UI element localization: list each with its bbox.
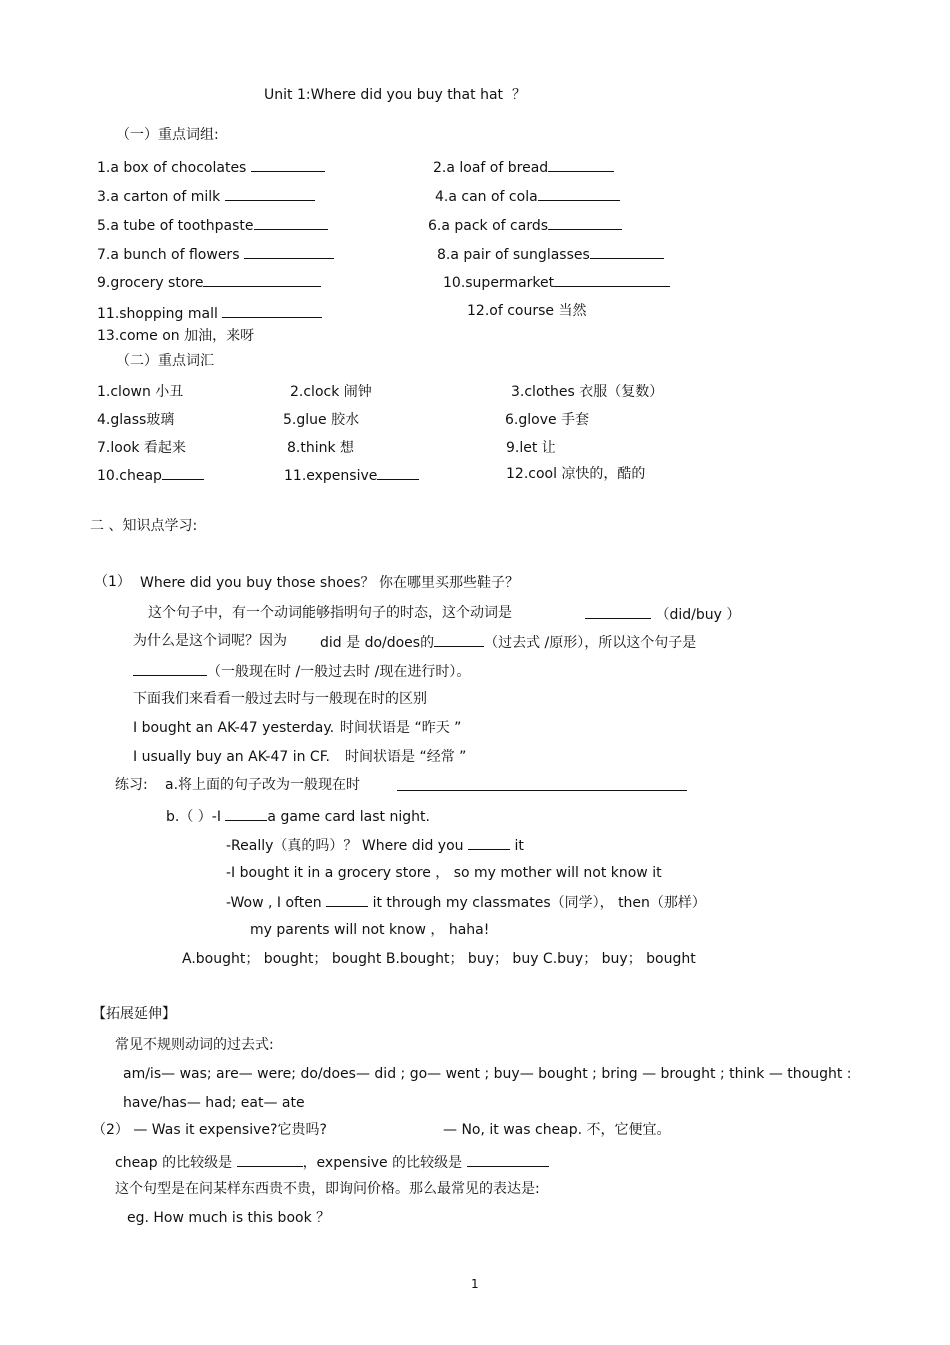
- practice-item: a.将上面的句子改为一般现在时: [165, 777, 361, 793]
- vocab-item: 7.look 看起来: [97, 440, 186, 456]
- phrase-item: 5.a tube of toothpaste: [97, 215, 328, 235]
- vocab-item: 6.glove 手套: [505, 412, 590, 428]
- explanation-line: 下面我们来看看一般过去时与一般现在时的区别: [133, 691, 427, 707]
- example-sentence: I usually buy an AK-47 in CF.: [133, 749, 330, 765]
- phrase-item: 13.come on 加油，来呀: [97, 328, 255, 344]
- vocab-item: 4.glass玻璃: [97, 412, 175, 428]
- explanation-line: 为什么是这个词呢？因为: [133, 633, 287, 649]
- knowledge-heading: 二 、知识点学习:: [90, 518, 198, 534]
- extension-subheading: 常见不规则动词的过去式:: [115, 1037, 274, 1053]
- section-heading-vocabulary: （二）重点词汇: [116, 353, 214, 369]
- irregular-verbs-line: have/has— had; eat— ate: [123, 1095, 305, 1111]
- vocab-item: 9.let 让: [506, 440, 556, 456]
- explanation-line: （一般现在时 /一般过去时 /现在进行时）。: [133, 661, 470, 681]
- page-number: 1: [471, 1277, 479, 1291]
- vocab-item: 3.clothes 衣服（复数）: [511, 384, 664, 400]
- dialogue-line: -Wow , I often it through my classmates（同学）， then（那样）: [226, 892, 706, 912]
- practice-label: 练习:: [115, 777, 148, 793]
- dialogue-line: -I bought it in a grocery store ， so my mother will not know it: [226, 865, 662, 881]
- phrase-item: 9.grocery store: [97, 272, 321, 292]
- time-adverbial-note: 时间状语是 “昨天 ”: [340, 720, 462, 736]
- irregular-verbs-line: am/is— was; are— were; do/does— did ; go— went ; buy— bought ; bring — brought ; think — thought :: [123, 1066, 852, 1082]
- phrase-item: 10.supermarket: [443, 272, 670, 292]
- explanation-line: （did/buy ）: [585, 604, 740, 624]
- comparative-line: cheap 的比较级是 ，expensive 的比较级是: [115, 1152, 549, 1172]
- vocab-item: 10.cheap: [97, 465, 204, 485]
- section-heading-phrases: （一）重点词组:: [116, 127, 219, 143]
- example-sentence: eg. How much is this book ？: [127, 1210, 331, 1226]
- example-sentence: Where did you buy those shoes？ 你在哪里买那些鞋子？: [140, 575, 519, 591]
- explanation-line: 这个句型是在问某样东西贵不贵，即询问价格。那么最常见的表达是:: [115, 1181, 540, 1197]
- phrase-item: 8.a pair of sunglasses: [437, 244, 664, 264]
- question-line: — No, it was cheap. 不，它便宜。: [443, 1122, 671, 1138]
- dialogue-line: -Really（真的吗）？ Where did you it: [226, 835, 524, 855]
- phrase-item: 11.shopping mall: [97, 303, 322, 323]
- dialogue-line: my parents will not know ， haha!: [250, 922, 490, 938]
- answer-blank: [397, 776, 687, 796]
- phrase-item: 3.a carton of milk: [97, 186, 315, 206]
- example-sentence: I bought an AK-47 yesterday.: [133, 720, 335, 736]
- phrase-item: 7.a bunch of flowers: [97, 244, 334, 264]
- phrase-item: 12.of course 当然: [467, 303, 587, 319]
- vocab-item: 12.cool 凉快的，酷的: [506, 466, 646, 482]
- phrase-item: 2.a loaf of bread: [433, 157, 614, 177]
- explanation-line: did 是 do/does的 （过去式 /原形），所以这个句子是: [320, 632, 696, 652]
- extension-heading: 【拓展延伸】: [92, 1006, 176, 1022]
- vocab-item: 1.clown 小丑: [97, 384, 184, 400]
- vocab-item: 11.expensive: [284, 465, 419, 485]
- title-question-mark: ？: [512, 87, 526, 103]
- question-line: （2） — Was it expensive?它贵吗?: [92, 1122, 327, 1138]
- time-adverbial-note: 时间状语是 “经常 ”: [345, 749, 467, 765]
- question-number: （1）: [94, 574, 131, 590]
- phrase-item: 6.a pack of cards: [428, 215, 622, 235]
- vocab-item: 2.clock 闹钟: [290, 384, 372, 400]
- vocab-item: 5.glue 胶水: [283, 412, 360, 428]
- explanation-line: 这个句子中，有一个动词能够指明句子的时态，这个动词是: [148, 605, 512, 621]
- vocab-item: 8.think 想: [287, 440, 355, 456]
- phrase-item: 4.a can of cola: [435, 186, 620, 206]
- phrase-item: 1.a box of chocolates: [97, 157, 325, 177]
- answer-options: A.bought； bought； bought B.bought； buy； buy C.buy； buy； bought: [182, 951, 696, 967]
- practice-item: b.（ ）-I a game card last night.: [166, 806, 430, 826]
- page-title: Unit 1:Where did you buy that hat: [264, 87, 504, 103]
